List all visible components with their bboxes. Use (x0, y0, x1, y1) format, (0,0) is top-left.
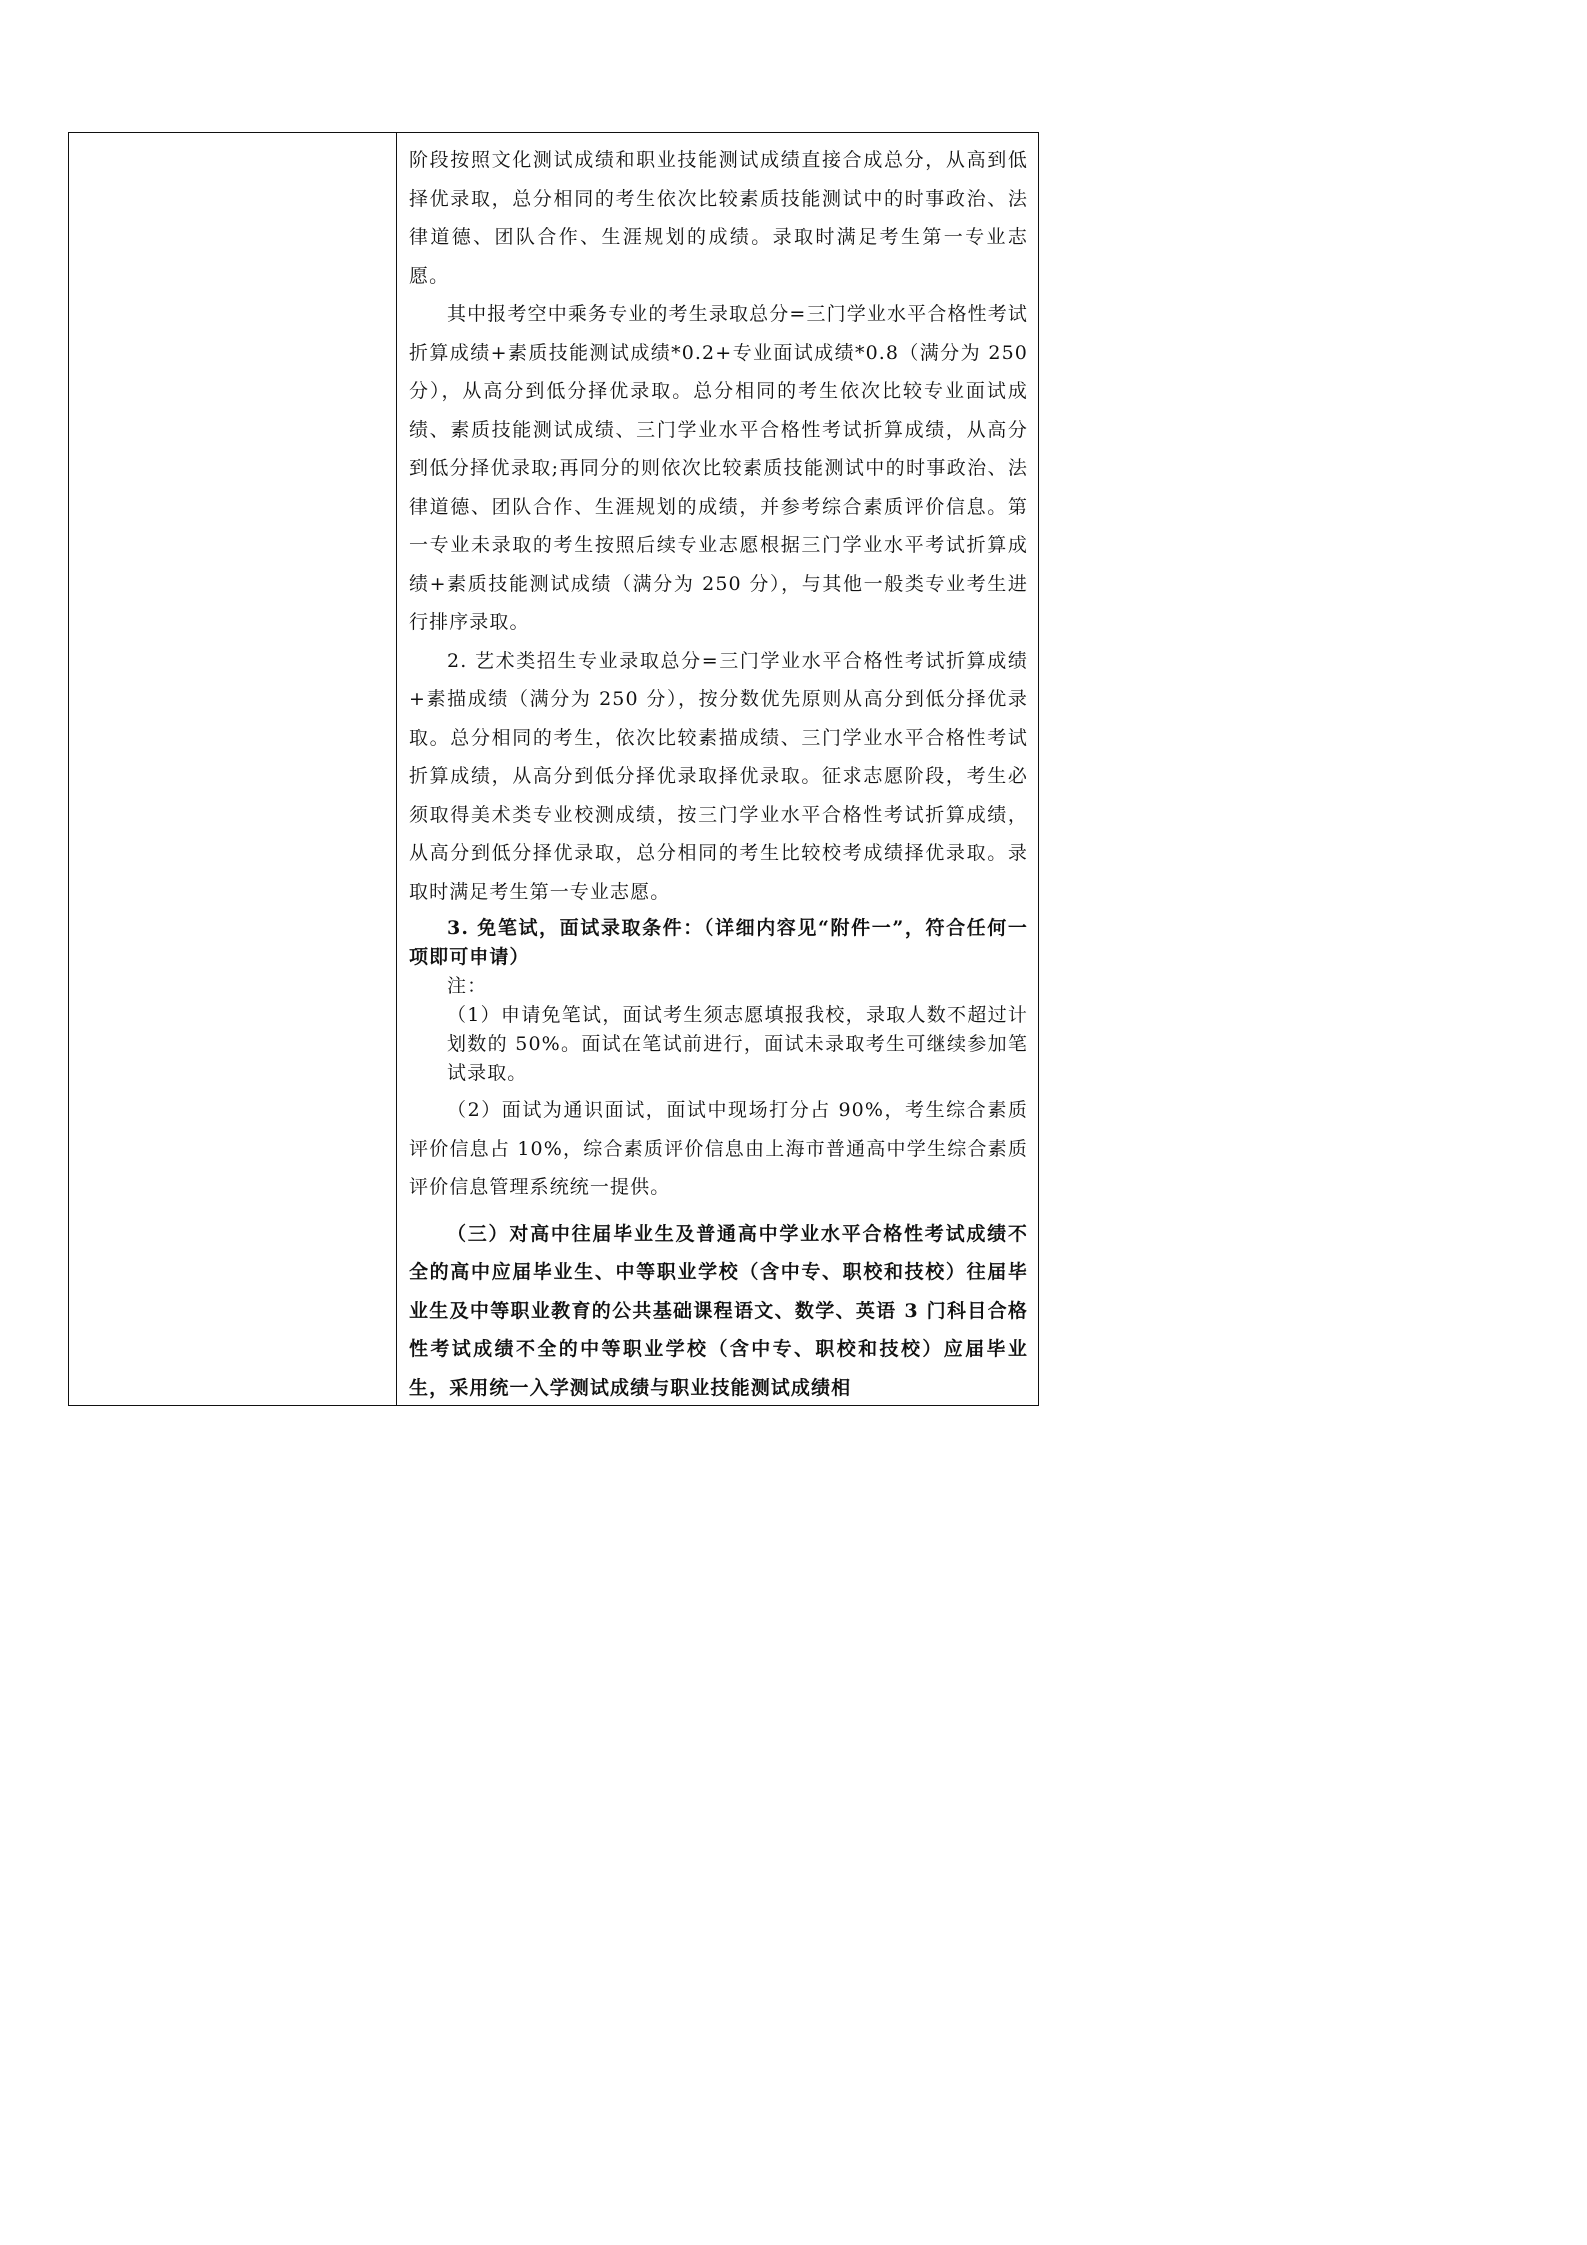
paragraph-admission-general: 阶段按照文化测试成绩和职业技能测试成绩直接合成总分，从高到低择优录取，总分相同的考生依次比较素质技能测试中的时事政治、法律道德、团队合作、生涯规划的成绩。录取时满足考生第一专业志愿。 (409, 149, 1028, 287)
note-item-2: （2）面试为通识面试，面试中现场打分占 90%，考生综合素质评价信息占 10%，综合素质评价信息由上海市普通高中学生综合素质评价信息管理系统统一提供。 (409, 1099, 1028, 1198)
heading-interview-conditions: 3. 免笔试，面试录取条件：（详细内容见“附件一”，符合任何一项即可申请） (409, 917, 1028, 968)
section-three-heading: （三）对高中往届毕业生及普通高中学业水平合格性考试成绩不全的高中应届毕业生、中等职业学校（含中专、职校和技校）往届毕业生及中等职业教育的公共基础课程语文、数学、英语 3 门科目合格性考试成绩不全的中等职业学校（含中专、职校和技校）应届毕业生，采用统一入学测试成绩与职业技能测试成绩相 (409, 1222, 1028, 1399)
table-left-column (69, 133, 397, 1405)
paragraph-art-admission: 2. 艺术类招生专业录取总分=三门学业水平合格性考试折算成绩+素描成绩（满分为 250 分），按分数优先原则从高分到低分择优录取。总分相同的考生，依次比较素描成绩、三门学业水平合格性考试折算成绩，从高分到低分择优录取择优录取。征求志愿阶段，考生必须取得美术类专业校测成绩，按三门学业水平合格性考试折算成绩，从高分到低分择优录取，总分相同的考生比较校考成绩择优录取。录取时满足考生第一专业志愿。 (409, 649, 1028, 903)
table-right-column (397, 133, 1038, 1405)
document-table (68, 132, 1039, 1406)
note-label: 注： (447, 975, 488, 997)
note-item-1: （1）申请免笔试，面试考生须志愿填报我校，录取人数不超过计划数的 50%。面试在笔试前进行，面试未录取考生可继续参加笔试录取。 (447, 1004, 1028, 1084)
paragraph-flight-attendant: 其中报考空中乘务专业的考生录取总分=三门学业水平合格性考试折算成绩+素质技能测试成绩*0.2+专业面试成绩*0.8（满分为 250 分），从高分到低分择优录取。总分相同的考生依次比较专业面试成绩、素质技能测试成绩、三门学业水平合格性考试折算成绩，从高分到低分择优录取;再同分的则依次比较素质技能测试中的时事政治、法律道德、团队合作、生涯规划的成绩，并参考综合素质评价信息。第一专业未录取的考生按照后续专业志愿根据三门学业水平考试折算成绩+素质技能测试成绩（满分为 250 分），与其他一般类专业考生进行排序录取。 (409, 303, 1028, 633)
